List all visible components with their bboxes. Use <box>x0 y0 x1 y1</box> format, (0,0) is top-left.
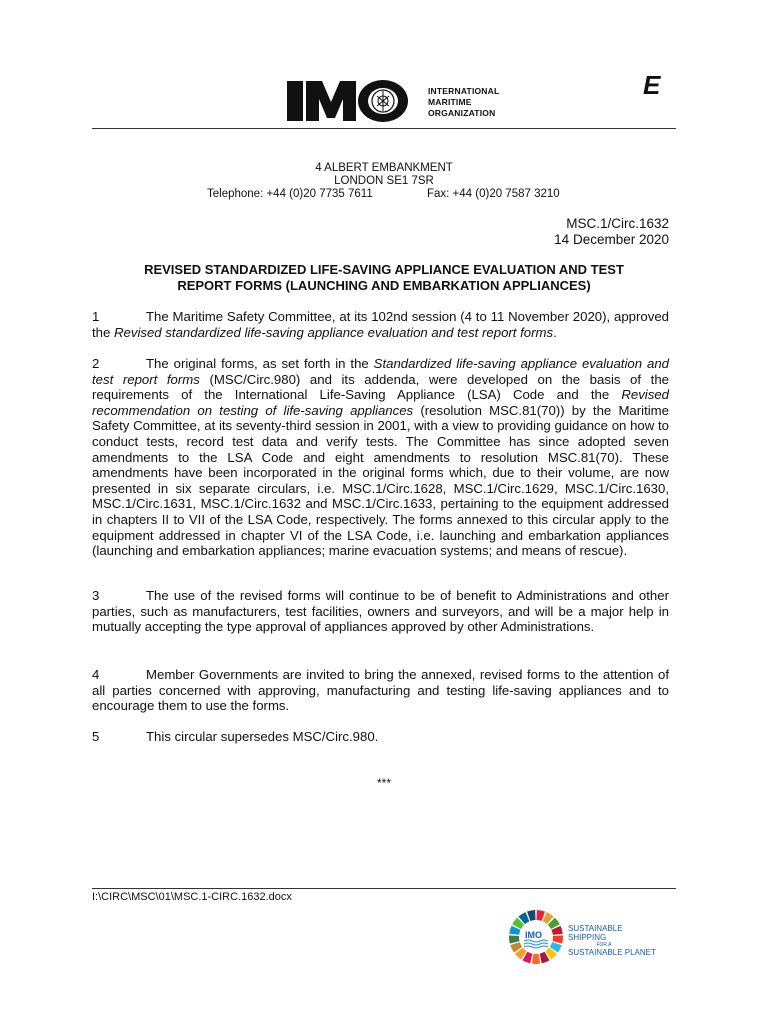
address-line-1: 4 ALBERT EMBANKMENT <box>315 162 453 174</box>
header-divider <box>92 128 676 129</box>
sdg-segment <box>532 954 540 964</box>
org-line-3: ORGANIZATION <box>428 108 496 118</box>
footer-divider <box>92 888 676 889</box>
org-name <box>428 86 499 119</box>
paragraph-text: Member Governments are invited to bring the annexed, revised forms to the attention of all parties concerned with approving, manufacturing and testing life-saving appliances and to encourage them to use the forms. <box>92 667 669 714</box>
fax: Fax: +44 (0)20 7587 3210 <box>427 188 560 200</box>
paragraph-text: The use of the revised forms will continue to be of benefit to Administrations and other parties, such as manufacturers, test facilities, owners and surveyors, and will be a major help in mutually accepting the type approval of appliances approved by other Administrations. <box>92 588 669 635</box>
paragraph-text: This circular supersedes MSC/Circ.980. <box>146 729 379 744</box>
paragraph-text: The Maritime Safety Committee, at its 102nd session (4 to 11 November 2020), approved the <box>92 309 669 340</box>
paragraph-number: 3 <box>92 588 100 603</box>
paragraph-number: 5 <box>92 729 100 744</box>
document-title <box>92 262 676 293</box>
paragraph-5 <box>92 729 669 745</box>
document-number: MSC.1/Circ.1632 <box>566 216 669 231</box>
section-separator: *** <box>376 776 391 790</box>
paragraph-number: 4 <box>92 667 100 682</box>
document-reference-italic: Revised recommendation on testing of life-saving appliances <box>92 387 669 418</box>
address-line-2: LONDON SE1 7SR <box>334 175 434 187</box>
paragraph-2 <box>92 356 669 559</box>
imo-mini-logo: IMO <box>525 930 542 940</box>
paragraph-text: The original forms, as set forth in the <box>146 356 374 371</box>
document-reference-italic: Revised standardized life-saving appliance evaluation and test report forms <box>114 324 554 340</box>
title-line-1: REVISED STANDARDIZED LIFE-SAVING APPLIANCE EVALUATION AND TEST <box>144 262 624 277</box>
sdg-segment <box>552 935 563 943</box>
org-line-1: INTERNATIONAL <box>428 86 500 96</box>
paragraph-3 <box>92 588 669 635</box>
org-line-2: MARITIME <box>428 97 472 107</box>
document-reference-italic: Standardized life-saving appliance evaluation and test report forms <box>92 356 669 387</box>
paragraph-text: (resolution MSC.81(70)) by the Maritime Safety Committee, at its seventy-third session in 2001, with a view to providing guidance on how to conduct tests, record test data and verify tests. The Committee has since adopted seven amendments to the LSA Code and eight amendments to resolution MSC.81(70). These amendments have been incorporated in the original forms which, due to their volume, are now presented in six separate circulars, i.e. MSC.1/Circ.1628, MSC.1/Circ.1629, MSC.1/Circ.1630, MSC.1/Circ.1631, MSC.1/Circ.1632 and MSC.1/Circ.1633, pertaining to the equipment addressed in chapters II to VII of the LSA Code, respectively. The forms annexed to this circular apply to the equipment addressed in chapter VI of the LSA Code, i.e. launching and embarkation appliances (launching and embarkation appliances; marine evacuation systems; and means of rescue). <box>92 402 669 559</box>
paragraph-text: (MSC/Circ.980) and its addenda, were developed on the basis of the requirements of the International Life-Saving Appliance (LSA) Code and the <box>92 371 669 403</box>
sdg-line-2: FOR A <box>596 942 612 948</box>
sdg-segment <box>509 935 520 943</box>
language-indicator: E <box>643 70 661 100</box>
document-date: 14 December 2020 <box>554 232 669 247</box>
sdg-line-3: SUSTAINABLE PLANET <box>568 948 656 957</box>
file-path: I:\CIRC\MSC\01\MSC.1-CIRC.1632.docx <box>92 891 292 903</box>
paragraph-number: 1 <box>92 309 100 324</box>
paragraph-4 <box>92 667 669 714</box>
paragraph-text: . <box>553 324 557 340</box>
paragraph-number: 2 <box>92 356 100 371</box>
sdg-line-1: SUSTAINABLE SHIPPING <box>568 924 623 942</box>
paragraph-1 <box>92 309 669 340</box>
sustainable-shipping-logo <box>507 908 657 966</box>
telephone: Telephone: +44 (0)20 7735 7611 <box>207 188 373 200</box>
title-line-2: REPORT FORMS (LAUNCHING AND EMBARKATION APPLIANCES) <box>177 277 591 293</box>
imo-logo <box>285 78 510 124</box>
sdg-tagline <box>568 924 657 957</box>
